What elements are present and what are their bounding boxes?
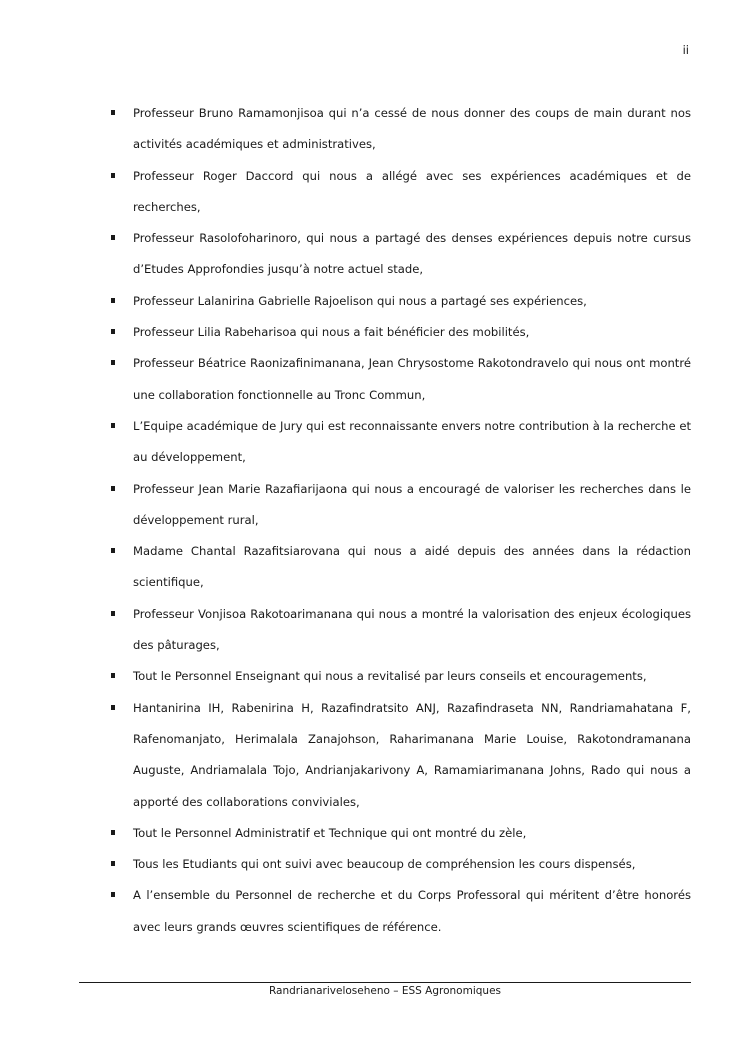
list-item xyxy=(110,474,691,537)
list-item-text: A l’ensemble du Personnel de recherche et du Corps Professoral qui méritent d’être honorés avec leurs grands œuvres scientifiques de référence. xyxy=(133,888,691,934)
square-bullet-icon xyxy=(111,830,115,835)
list-item xyxy=(110,98,691,161)
square-bullet-icon xyxy=(111,486,115,491)
list-item-text: Professeur Rasolofoharinoro, qui nous a partagé des denses expériences depuis notre cursus d’Etudes Approfondies jusqu’à notre actuel stade, xyxy=(133,231,691,277)
list-item xyxy=(110,317,691,348)
list-item-text: Professeur Béatrice Raonizafinimanana, Jean Chrysostome Rakotondravelo qui nous ont montré une collaboration fonctionnelle au Tronc Commun, xyxy=(133,356,691,402)
square-bullet-icon xyxy=(111,611,115,616)
square-bullet-icon xyxy=(111,298,115,303)
page-number: ii xyxy=(682,43,689,57)
list-item xyxy=(110,818,691,849)
list-item xyxy=(110,661,691,692)
square-bullet-icon xyxy=(111,892,115,897)
list-item-text: Tout le Personnel Administratif et Technique qui ont montré du zèle, xyxy=(133,825,527,840)
list-item xyxy=(110,880,691,943)
list-item-text: Professeur Jean Marie Razafiarijaona qui nous a encouragé de valoriser les recherches dans le développement rural, xyxy=(133,481,691,527)
square-bullet-icon xyxy=(111,329,115,334)
list-item xyxy=(110,849,691,880)
list-item-text: Professeur Lilia Rabeharisoa qui nous a fait bénéficier des mobilités, xyxy=(133,325,530,340)
square-bullet-icon xyxy=(111,861,115,866)
list-item-text: Professeur Lalanirina Gabrielle Rajoelison qui nous a partagé ses expériences, xyxy=(133,293,587,308)
list-item-text: Madame Chantal Razafitsiarovana qui nous a aidé depuis des années dans la rédaction scientifique, xyxy=(133,544,691,590)
list-item xyxy=(110,286,691,317)
square-bullet-icon xyxy=(111,548,115,553)
list-item-text: L’Equipe académique de Jury qui est reconnaissante envers notre contribution à la recherche et au développement, xyxy=(133,418,691,465)
list-item-text: Tous les Etudiants qui ont suivi avec beaucoup de compréhension les cours dispensés, xyxy=(133,857,636,872)
list-item-text: Tout le Personnel Enseignant qui nous a revitalisé par leurs conseils et encouragements, xyxy=(133,669,647,684)
list-item-text: Professeur Roger Daccord qui nous a allégé avec ses expériences académiques et de recherches, xyxy=(133,168,691,214)
list-item-text: Professeur Vonjisoa Rakotoarimanana qui nous a montré la valorisation des enjeux écologiques des pâturages, xyxy=(133,606,691,653)
footer-text: Randrianariveloseheno – ESS Agronomiques xyxy=(268,985,501,997)
list-item-text: Hantanirina IH, Rabenirina H, Razafindratsito ANJ, Razafindraseta NN, Randriamahatana F, Rafenomanjato, Herimalala Zanajohson, Raharimanana Marie Louise, Rakotondramanana Auguste, Andriamalala Tojo, Andrianjakarivony A, Ramamiarimanana Johns, Rado qui nous a apporté des collaborations conviviales, xyxy=(133,700,691,809)
square-bullet-icon xyxy=(111,173,115,178)
list-item-text: Professeur Bruno Ramamonjisoa qui n’a cessé de nous donner des coups de main durant nos activités académiques et administratives, xyxy=(133,106,691,152)
list-item xyxy=(110,599,691,662)
list-item xyxy=(110,223,691,286)
square-bullet-icon xyxy=(111,423,115,428)
list-item xyxy=(110,693,691,818)
square-bullet-icon xyxy=(111,673,115,678)
list-item xyxy=(110,536,691,599)
square-bullet-icon xyxy=(111,235,115,240)
list-item xyxy=(110,411,691,474)
square-bullet-icon xyxy=(111,705,115,710)
acknowledgements-list xyxy=(110,98,691,943)
list-item xyxy=(110,161,691,224)
square-bullet-icon xyxy=(111,110,115,115)
footer-divider xyxy=(79,982,691,983)
list-item xyxy=(110,348,691,411)
square-bullet-icon xyxy=(111,360,115,365)
